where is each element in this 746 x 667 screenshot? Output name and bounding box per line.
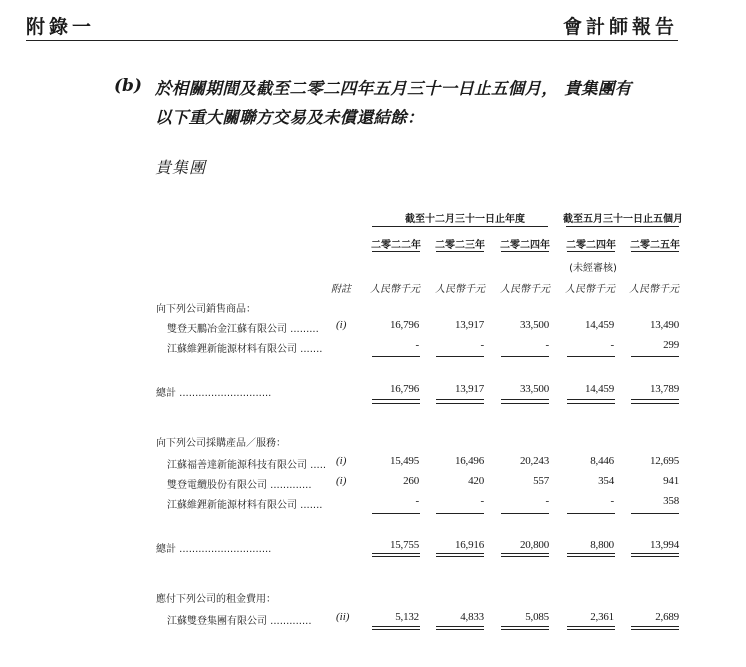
rent-row-1-value-1: 5,132 bbox=[395, 611, 419, 623]
purchases-total-value-3: 20,800 bbox=[519, 539, 549, 551]
purchases-total-double-rule-5 bbox=[631, 553, 679, 557]
sales-subtotal-rule-4 bbox=[567, 356, 615, 357]
column-header-4: 二零二四年 bbox=[566, 240, 616, 251]
unit-col-5: 人民幣千元 bbox=[629, 284, 679, 295]
purchases-row-3-value-3: - bbox=[545, 495, 549, 507]
rent-row-1-value-4: 2,361 bbox=[590, 611, 614, 623]
sales-subtotal-rule-3 bbox=[501, 356, 549, 357]
period-header-five-months: 截至五月三十一日止五個月 bbox=[563, 214, 683, 225]
rent-row-1-name: 江蘇雙登集團有限公司 ............. bbox=[167, 616, 312, 627]
purchases-row-2-note: (i) bbox=[336, 475, 347, 487]
sales-total-value-2: 13,917 bbox=[454, 383, 484, 395]
rent-double-rule-1 bbox=[372, 626, 420, 630]
purchases-total-value-4: 8,800 bbox=[590, 539, 614, 551]
period-header-five-months-rule bbox=[566, 226, 679, 227]
rent-double-rule-5 bbox=[631, 626, 679, 630]
purchases-row-2-value-5: 941 bbox=[663, 475, 679, 487]
purchases-heading: 向下列公司採購產品／服務： bbox=[156, 438, 286, 449]
rent-row-1-note: (ii) bbox=[336, 611, 350, 623]
column-header-1-rule bbox=[372, 251, 420, 252]
group-title: 貴集團 bbox=[155, 158, 207, 177]
purchases-subtotal-rule-2 bbox=[436, 513, 484, 514]
section-title bbox=[155, 74, 685, 132]
purchases-subtotal-rule-5 bbox=[631, 513, 679, 514]
section-label: (b) bbox=[114, 76, 142, 96]
purchases-total-double-rule-3 bbox=[501, 553, 549, 557]
purchases-row-1-value-4: 8,446 bbox=[590, 455, 614, 467]
period-header-year: 截至十二月三十一日止年度 bbox=[405, 214, 525, 225]
column-header-5-rule bbox=[631, 251, 679, 252]
purchases-subtotal-rule-4 bbox=[567, 513, 615, 514]
header-rule bbox=[26, 40, 678, 41]
purchases-row-3-value-4: - bbox=[610, 495, 614, 507]
notes-header: 附註 bbox=[331, 284, 351, 295]
sales-total-double-rule-2 bbox=[436, 399, 484, 404]
purchases-row-2-value-4: 354 bbox=[598, 475, 614, 487]
sales-total-value-3: 33,500 bbox=[519, 383, 549, 395]
purchases-total-double-rule-4 bbox=[567, 553, 615, 557]
purchases-total-double-rule-2 bbox=[436, 553, 484, 557]
sales-total-value-1: 16,796 bbox=[389, 383, 419, 395]
sales-row-2-value-1: - bbox=[415, 339, 419, 351]
section-title-line-2: 以下重大關聯方交易及未償還結餘： bbox=[155, 108, 424, 127]
column-header-1: 二零二二年 bbox=[371, 240, 421, 251]
purchases-subtotal-rule-3 bbox=[501, 513, 549, 514]
purchases-total-value-5: 13,994 bbox=[649, 539, 679, 551]
unit-col-3: 人民幣千元 bbox=[500, 284, 550, 295]
purchases-row-1-name: 江蘇福善達新能源科技有限公司 ..... bbox=[167, 460, 327, 471]
unit-col-2: 人民幣千元 bbox=[435, 284, 485, 295]
column-header-5: 二零二五年 bbox=[630, 240, 680, 251]
rent-row-1-value-3: 5,085 bbox=[525, 611, 549, 623]
sales-row-1-name: 雙登天鵬冶金江蘇有限公司 ......... bbox=[167, 324, 319, 335]
period-header-year-rule bbox=[372, 226, 548, 227]
sales-row-1-value-3: 33,500 bbox=[519, 319, 549, 331]
purchases-total-double-rule-1 bbox=[372, 553, 420, 557]
purchases-row-3-value-2: - bbox=[480, 495, 484, 507]
sales-row-1-value-4: 14,459 bbox=[584, 319, 614, 331]
sales-row-2-value-4: - bbox=[610, 339, 614, 351]
purchases-total-label: 總計 ............................. bbox=[156, 544, 272, 555]
sales-total-value-4: 14,459 bbox=[584, 383, 614, 395]
sales-row-1-note: (i) bbox=[336, 319, 347, 331]
section-title-line-1: 於相關期間及截至二零二四年五月三十一日止五個月， 貴集團有 bbox=[155, 79, 632, 98]
unit-col-4: 人民幣千元 bbox=[565, 284, 615, 295]
rent-heading: 應付下列公司的租金費用： bbox=[156, 594, 276, 605]
purchases-row-3-value-1: - bbox=[415, 495, 419, 507]
purchases-row-1-value-5: 12,695 bbox=[649, 455, 679, 467]
rent-row-1-value-2: 4,833 bbox=[460, 611, 484, 623]
sales-subtotal-rule-2 bbox=[436, 356, 484, 357]
unit-col-1: 人民幣千元 bbox=[370, 284, 420, 295]
rent-double-rule-4 bbox=[567, 626, 615, 630]
rent-double-rule-2 bbox=[436, 626, 484, 630]
rent-row-1-value-5: 2,689 bbox=[655, 611, 679, 623]
purchases-row-1-value-1: 15,495 bbox=[389, 455, 419, 467]
sales-row-1-value-2: 13,917 bbox=[454, 319, 484, 331]
column-header-3: 二零二四年 bbox=[500, 240, 550, 251]
purchases-row-2-value-3: 557 bbox=[533, 475, 549, 487]
sales-subtotal-rule-1 bbox=[372, 356, 420, 357]
purchases-row-1-value-3: 20,243 bbox=[519, 455, 549, 467]
sales-subtotal-rule-5 bbox=[631, 356, 679, 357]
sales-heading: 向下列公司銷售商品： bbox=[156, 304, 256, 315]
purchases-subtotal-rule-1 bbox=[372, 513, 420, 514]
sales-row-2-value-2: - bbox=[480, 339, 484, 351]
sales-row-1-value-1: 16,796 bbox=[389, 319, 419, 331]
report-title: 會計師報告 bbox=[562, 16, 678, 38]
sales-row-2-name: 江蘇維鋰新能源材料有限公司 ....... bbox=[167, 344, 323, 355]
purchases-row-2-name: 雙登電纜股份有限公司 ............. bbox=[167, 480, 312, 491]
column-header-2-rule bbox=[436, 251, 484, 252]
sales-total-double-rule-5 bbox=[631, 399, 679, 404]
purchases-row-1-value-2: 16,496 bbox=[454, 455, 484, 467]
sales-total-label: 總計 ............................. bbox=[156, 388, 272, 399]
column-header-2: 二零二三年 bbox=[435, 240, 485, 251]
rent-double-rule-3 bbox=[501, 626, 549, 630]
purchases-row-2-value-2: 420 bbox=[468, 475, 484, 487]
sales-row-2-value-5: 299 bbox=[663, 339, 679, 351]
unaudited-label: (未經審核) bbox=[569, 263, 617, 274]
sales-row-2-value-3: - bbox=[545, 339, 549, 351]
sales-row-1-value-5: 13,490 bbox=[649, 319, 679, 331]
purchases-total-value-2: 16,916 bbox=[454, 539, 484, 551]
purchases-row-3-name: 江蘇維鋰新能源材料有限公司 ....... bbox=[167, 500, 323, 511]
purchases-row-1-note: (i) bbox=[336, 455, 347, 467]
sales-total-double-rule-3 bbox=[501, 399, 549, 404]
column-header-4-rule bbox=[567, 251, 615, 252]
column-header-3-rule bbox=[501, 251, 549, 252]
purchases-row-3-value-5: 358 bbox=[663, 495, 679, 507]
purchases-row-2-value-1: 260 bbox=[403, 475, 419, 487]
sales-total-double-rule-1 bbox=[372, 399, 420, 404]
appendix-label: 附錄一 bbox=[26, 16, 96, 38]
sales-total-value-5: 13,789 bbox=[649, 383, 679, 395]
purchases-total-value-1: 15,755 bbox=[389, 539, 419, 551]
sales-total-double-rule-4 bbox=[567, 399, 615, 404]
